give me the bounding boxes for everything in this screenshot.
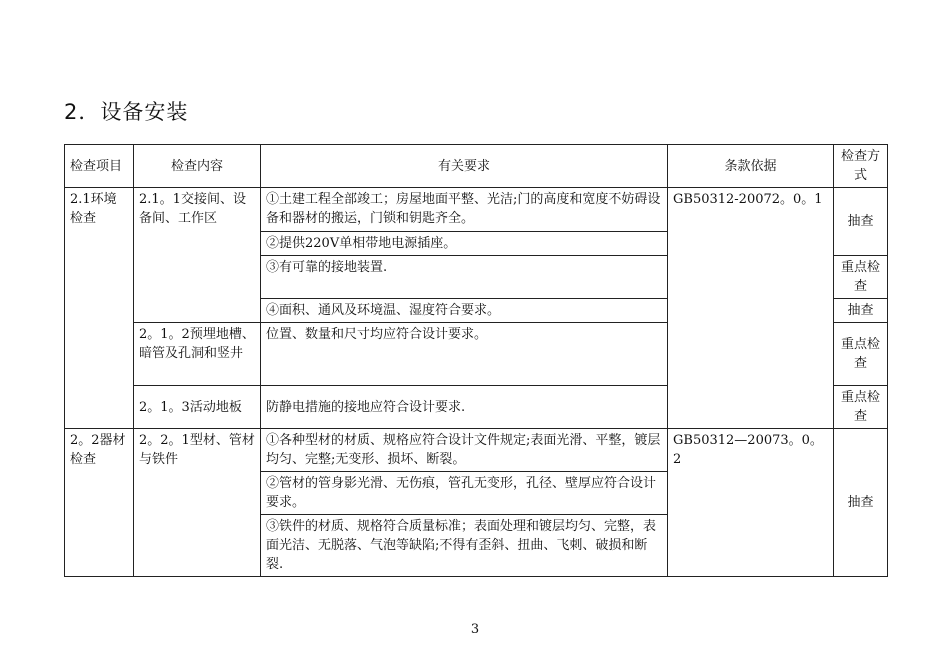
requirement-cell: ③有可靠的接地装置.	[261, 256, 668, 299]
requirement-cell: 防静电措施的接地应符合设计要求.	[261, 386, 668, 429]
basis-cell: GB50312-20072。0。1	[668, 188, 834, 429]
inspection-table	[64, 144, 888, 577]
requirement-cell: ③铁件的材质、规格符合质量标准；表面处理和镀层均匀、完整，表面光洁、无脱落、气泡等缺陷;不得有歪斜、扭曲、飞刺、破损和断裂.	[261, 515, 668, 577]
method-cell: 抽查	[834, 429, 888, 577]
method-cell: 重点检查	[834, 323, 888, 386]
requirement-cell: 位置、数量和尺寸均应符合设计要求。	[261, 323, 668, 386]
header-content: 检查内容	[134, 145, 261, 188]
requirement-cell: ②提供220V单相带地电源插座。	[261, 232, 668, 256]
page-number: 3	[470, 622, 480, 637]
content-cell: 2.1。1交接间、设备间、工作区	[134, 188, 261, 323]
basis-cell: GB50312—20073。0。2	[668, 429, 834, 577]
item-cell: 2。2器材检查	[65, 429, 134, 577]
requirement-cell: ②管材的管身影光滑、无伤痕，管孔无变形，孔径、壁厚应符合设计要求。	[261, 472, 668, 515]
method-cell: 抽查	[834, 188, 888, 256]
header-method: 检查方式	[834, 145, 888, 188]
table-row	[65, 429, 888, 472]
table-row	[65, 188, 888, 232]
item-cell: 2.1环境检查	[65, 188, 134, 429]
table-header-row	[65, 145, 888, 188]
section-heading: 2．设备安装	[64, 100, 189, 124]
method-cell: 重点检查	[834, 256, 888, 299]
content-cell: 2。2。1型材、管材与铁件	[134, 429, 261, 577]
content-cell: 2。1。2预埋地槽、暗管及孔洞和竖井	[134, 323, 261, 386]
header-basis: 条款依据	[668, 145, 834, 188]
requirement-cell: ①土建工程全部竣工；房屋地面平整、光洁;门的高度和宽度不妨碍设备和器材的搬运，门锁和钥匙齐全。	[261, 188, 668, 232]
header-requirement: 有关要求	[261, 145, 668, 188]
content-cell: 2。1。3活动地板	[134, 386, 261, 429]
requirement-cell: ①各种型材的材质、规格应符合设计文件规定;表面光滑、平整，镀层均匀、完整;无变形、损坏、断裂。	[261, 429, 668, 472]
method-cell: 重点检查	[834, 386, 888, 429]
method-cell: 抽查	[834, 299, 888, 323]
header-item: 检查项目	[65, 145, 134, 188]
requirement-cell: ④面积、通风及环境温、湿度符合要求。	[261, 299, 668, 323]
